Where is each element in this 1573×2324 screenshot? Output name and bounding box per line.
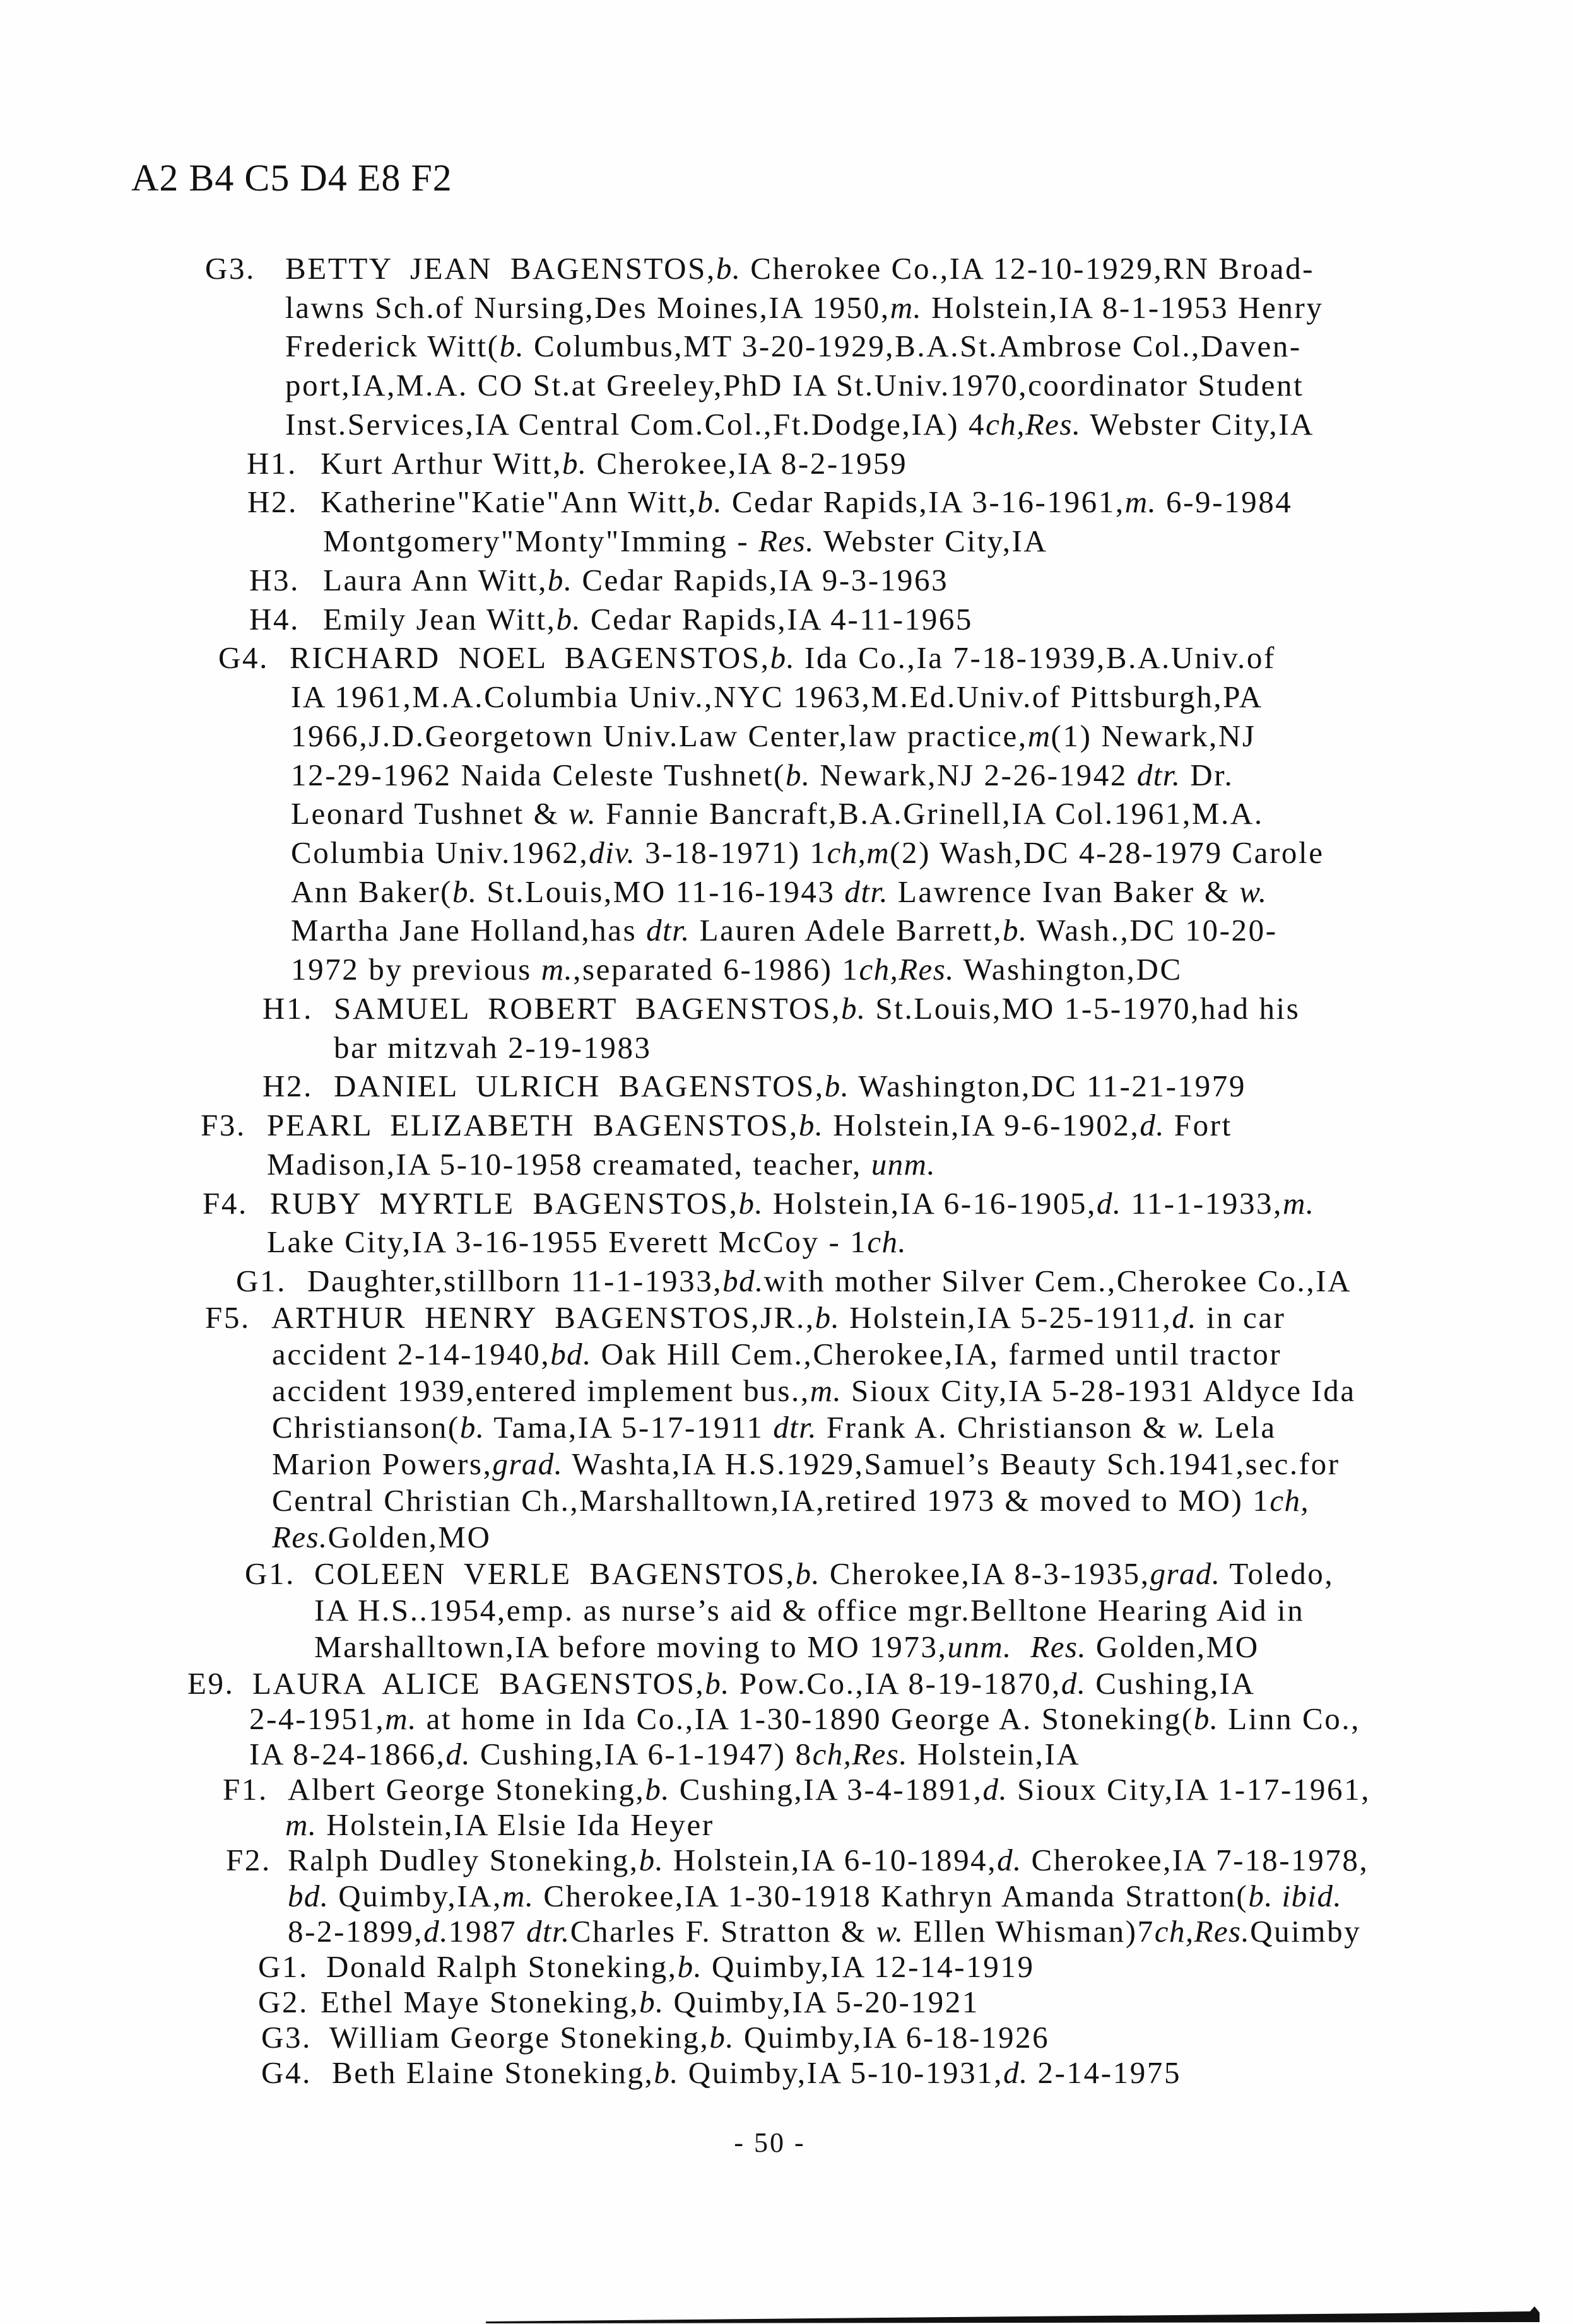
entry-text: 2-14-1975 — [1028, 2055, 1182, 2090]
entry-text: Golden,MO — [327, 1520, 492, 1554]
abbreviation-text: b. — [459, 1410, 485, 1445]
abbreviation-text: d. — [1172, 1300, 1197, 1335]
entry-text: Columbia Univ.1962, — [291, 835, 589, 870]
abbreviation-text: b. — [770, 640, 796, 676]
entry-text: in car — [1196, 1300, 1286, 1335]
abbreviation-text: ch. — [867, 1224, 907, 1260]
entry-text: ,separated 6-1986) 1 — [573, 952, 859, 987]
abbreviation-text: b. — [840, 990, 866, 1026]
abbreviation-text: d. — [445, 1737, 471, 1772]
entry-text: Sioux City,IA 1-17-1961, — [1008, 1772, 1371, 1807]
generation-label: G1. — [258, 1949, 309, 1984]
abbreviation-text: ch,Res. — [1154, 1913, 1251, 1949]
entry-text: Emily Jean Witt, — [323, 601, 557, 637]
entry-text: lawns Sch.of Nursing,Des Moines,IA 1950, — [285, 290, 890, 325]
entry-text: 2-4-1951, — [249, 1701, 386, 1737]
entry-text: Holstein,IA 5-25-1911, — [840, 1300, 1172, 1335]
entry-text: Cushing,IA 6-1-1947) 8 — [471, 1737, 813, 1772]
entry-text: St.Louis,MO 11-16-1943 — [477, 874, 845, 909]
abbreviation-text: bd. — [288, 1878, 329, 1913]
entry-text: Cedar Rapids,IA 9-3-1963 — [572, 562, 949, 597]
abbreviation-text: ch,Res. — [986, 406, 1081, 442]
generation-label: E9. — [187, 1666, 235, 1701]
entry-text: Daughter,stillborn 11-1-1933, — [307, 1264, 723, 1298]
abbreviation-text: d. — [1097, 1185, 1122, 1221]
abbreviation-text: b. — [547, 562, 573, 597]
entry-text: Holstein,IA — [907, 1737, 1081, 1772]
entry-text: Lawrence Ivan Baker & — [888, 874, 1240, 909]
abbreviation-text: unm. — [871, 1146, 936, 1182]
entry-text: Linn Co., — [1218, 1701, 1361, 1737]
entry-text: Lela — [1205, 1410, 1276, 1445]
abbreviation-text: b. — [499, 329, 525, 364]
entry-text: Dr. — [1181, 757, 1234, 792]
entry-text: (2) Wash,DC 4-28-1979 Carole — [890, 835, 1324, 870]
entry-text: 8-2-1899, — [288, 1913, 424, 1949]
generation-label: F1. — [223, 1772, 268, 1807]
entry-text: 1987 — [448, 1913, 527, 1949]
abbreviation-text: dtr. — [1136, 757, 1181, 792]
entry-text: COLEEN VERLE BAGENSTOS, — [314, 1556, 796, 1591]
entry-text: Martha Jane Holland,has — [291, 913, 647, 948]
entry-text: Marshalltown,IA before moving to MO 1973, — [314, 1629, 948, 1664]
entry-text: Quimby — [1250, 1913, 1362, 1949]
scan-edge-shadow — [486, 2306, 1540, 2323]
abbreviation-text: dtr. — [646, 913, 690, 948]
abbreviation-text: b. — [1193, 1701, 1219, 1737]
generation-label: G3. — [261, 2019, 312, 2055]
entry-text: Cedar Rapids,IA 3-16-1961, — [722, 484, 1125, 520]
generation-label: G4. — [218, 640, 269, 676]
entry-text: Holstein,IA 6-16-1905, — [763, 1185, 1097, 1221]
entry-text: Albert George Stoneking, — [288, 1772, 645, 1807]
entry-text: Cherokee,IA 1-30-1918 Kathryn Amanda Stratton( — [534, 1878, 1249, 1913]
entry-text: RICHARD NOEL BAGENSTOS, — [290, 640, 770, 676]
abbreviation-text: m. — [285, 1807, 317, 1843]
entry-text: Ralph Dudley Stoneking, — [288, 1843, 639, 1878]
abbreviation-text: bd. — [550, 1337, 592, 1371]
entry-text: Lauren Adele Barrett, — [690, 913, 1003, 948]
abbreviation-text: w. — [1239, 874, 1268, 909]
entry-text: Frederick Witt( — [285, 329, 500, 364]
entry-text: Holstein,IA 8-1-1953 Henry — [922, 290, 1324, 325]
generation-label: H2. — [262, 1069, 313, 1104]
abbreviation-text: d. — [982, 1772, 1008, 1807]
entry-text: Holstein,IA 9-6-1902, — [823, 1108, 1140, 1143]
entry-text: Holstein,IA 6-10-1894, — [664, 1843, 998, 1878]
generation-label: F5. — [205, 1300, 250, 1335]
entry-text: Frank A. Christianson & — [816, 1410, 1178, 1445]
entry-text: Washington,DC — [954, 952, 1182, 987]
entry-text: Cherokee,IA 8-2-1959 — [587, 445, 908, 481]
entry-text: Fort — [1164, 1108, 1232, 1143]
abbreviation-text: d. — [1003, 2055, 1028, 2090]
abbreviation-text: m. — [890, 290, 922, 325]
entry-text: 11-1-1933, — [1121, 1185, 1283, 1221]
abbreviation-text: m. — [1283, 1185, 1315, 1221]
entry-text: Oak Hill Cem.,Cherokee,IA, farmed until tractor — [591, 1337, 1282, 1371]
abbreviation-text: b. — [709, 2019, 734, 2055]
entry-text: accident 2-14-1940, — [272, 1337, 551, 1371]
entry-text: ARTHUR HENRY BAGENSTOS,JR., — [271, 1300, 815, 1335]
abbreviation-text: b. — [677, 1949, 703, 1984]
entry-text: Charles F. Stratton & — [570, 1913, 876, 1949]
abbreviation-text: w. — [876, 1913, 904, 1949]
entry-text: Quimby,IA 5-20-1921 — [664, 1984, 979, 2019]
abbreviation-text: b. — [738, 1185, 764, 1221]
generation-label: G4. — [261, 2055, 312, 2090]
abbreviation-text: ch,Res. — [812, 1737, 908, 1772]
abbreviation-text: b. — [705, 1666, 730, 1701]
entry-text: Ann Baker( — [291, 874, 452, 909]
abbreviation-text: Res. — [1030, 1629, 1087, 1664]
generation-label: H4. — [249, 601, 300, 637]
entry-text: IA 8-24-1866, — [249, 1737, 446, 1772]
entry-text: Cushing,IA 3-4-1891, — [669, 1772, 983, 1807]
generation-label: F4. — [203, 1185, 248, 1221]
abbreviation-text: dtr. — [844, 874, 889, 909]
entry-text: RUBY MYRTLE BAGENSTOS, — [270, 1185, 739, 1221]
abbreviation-text: m. — [541, 952, 574, 987]
entry-text: IA H.S..1954,emp. as nurse’s aid & office mgr.Belltone Hearing Aid in — [314, 1593, 1305, 1628]
entry-text: PEARL ELIZABETH BAGENSTOS, — [267, 1108, 799, 1143]
entry-text: Quimby,IA 12-14-1919 — [702, 1949, 1035, 1984]
entry-text: Leonard Tushnet & — [291, 796, 569, 831]
entry-text: Quimby,IA 6-18-1926 — [734, 2019, 1050, 2055]
generation-label: H1. — [262, 990, 313, 1026]
abbreviation-text: Res. — [272, 1520, 328, 1554]
abbreviation-text: grad. — [1150, 1556, 1221, 1591]
entry-text: Holstein,IA Elsie Ida Heyer — [317, 1807, 714, 1843]
generation-label: H3. — [249, 562, 300, 597]
entry-text: Inst.Services,IA Central Com.Col.,Ft.Dodge,IA) 4 — [285, 406, 986, 442]
entry-text: Toledo, — [1220, 1556, 1334, 1591]
abbreviation-text: d. — [423, 1913, 449, 1949]
generation-label: H2. — [247, 484, 298, 520]
abbreviation-text: b. — [798, 1108, 824, 1143]
generation-label: G3. — [205, 251, 256, 286]
entry-text: Ellen Whisman)7 — [904, 1913, 1155, 1949]
entry-text: Washington,DC 11-21-1979 — [849, 1069, 1246, 1104]
abbreviation-text: dtr. — [773, 1410, 817, 1445]
abbreviation-text: div. — [589, 835, 636, 870]
abbreviation-text: w. — [569, 796, 597, 831]
entry-text: Marion Powers, — [272, 1447, 493, 1481]
abbreviation-text: b. — [1003, 913, 1028, 948]
generation-label: F3. — [201, 1108, 246, 1143]
abbreviation-text: b. — [556, 601, 581, 637]
entry-text: BETTY JEAN BAGENSTOS, — [285, 251, 716, 286]
entry-text: Quimby,IA, — [329, 1878, 502, 1913]
abbreviation-text: b. — [824, 1069, 850, 1104]
entry-text: Quimby,IA 5-10-1931, — [678, 2055, 1004, 2090]
abbreviation-text: b. — [785, 757, 811, 792]
entry-text: William George Stoneking, — [329, 2019, 710, 2055]
generation-label: F2. — [226, 1843, 271, 1878]
entry-text: Fannie Bancraft,B.A.Grinell,IA Col.1961,M.A. — [596, 796, 1264, 831]
entry-text: Laura Ann Witt, — [323, 562, 548, 597]
entry-text: SAMUEL ROBERT BAGENSTOS, — [334, 990, 841, 1026]
entry-text: (1) Newark,NJ — [1051, 718, 1256, 753]
entry-text: 1966,J.D.Georgetown Univ.Law Center,law practice, — [291, 718, 1028, 753]
abbreviation-text: m — [1027, 718, 1051, 753]
entry-text: 6-9-1984 — [1157, 484, 1293, 520]
abbreviation-text: d. — [997, 1843, 1022, 1878]
abbreviation-text: b. — [815, 1300, 840, 1335]
entry-text: with mother Silver Cem.,Cherokee Co.,IA — [763, 1264, 1352, 1298]
entry-text: at home in Ida Co.,IA 1-30-1890 George A. Stoneking( — [416, 1701, 1194, 1737]
entry-text: Newark,NJ 2-26-1942 — [810, 757, 1137, 792]
entry-text: Christianson( — [272, 1410, 460, 1445]
lineage-header: A2 B4 C5 D4 E8 F2 — [131, 157, 452, 199]
entry-text: Sioux City,IA 5-28-1931 Aldyce Ida — [842, 1373, 1356, 1408]
entry-text: 12-29-1962 Naida Celeste Tushnet( — [291, 757, 786, 792]
entry-text: IA 1961,M.A.Columbia Univ.,NYC 1963,M.Ed.Univ.of Pittsburgh,PA — [291, 679, 1263, 715]
entry-text: Columbus,MT 3-20-1929,B.A.St.Ambrose Col.,Daven- — [524, 329, 1302, 364]
abbreviation-text: b. — [795, 1556, 821, 1591]
generation-label: G2. — [258, 1984, 309, 2019]
abbreviation-text: d. — [1140, 1108, 1165, 1143]
entry-text: Madison,IA 5-10-1958 creamated, teacher, — [267, 1146, 871, 1182]
entry-text: Lake City,IA 3-16-1955 Everett McCoy - 1 — [267, 1224, 868, 1260]
entry-text: accident 1939,entered implement bus., — [272, 1373, 810, 1408]
entry-text: bar mitzvah 2-19-1983 — [334, 1030, 652, 1065]
entry-text: LAURA ALICE BAGENSTOS, — [252, 1666, 705, 1701]
abbreviation-text: b. ibid. — [1248, 1878, 1342, 1913]
abbreviation-text: ch,m — [827, 835, 890, 870]
entry-text: St.Louis,MO 1-5-1970,had his — [866, 990, 1300, 1026]
abbreviation-text: ch, — [1270, 1483, 1310, 1518]
abbreviation-text: grad. — [492, 1447, 563, 1481]
entry-text: Central Christian Ch.,Marshalltown,IA,retired 1973 & moved to MO) 1 — [272, 1483, 1270, 1518]
abbreviation-text: m. — [810, 1373, 842, 1408]
abbreviation-text: b. — [697, 484, 722, 520]
entry-text: Washta,IA H.S.1929,Samuel’s Beauty Sch.1941,sec.for — [563, 1447, 1340, 1481]
entry-text: Donald Ralph Stoneking, — [326, 1949, 678, 1984]
generation-label: H1. — [247, 445, 297, 481]
entry-text: Tama,IA 5-17-1911 — [485, 1410, 774, 1445]
entry-text: Cherokee Co.,IA 12-10-1929,RN Broad- — [741, 251, 1315, 286]
abbreviation-text: b. — [645, 1772, 670, 1807]
abbreviation-text: dtr. — [526, 1913, 570, 1949]
entry-text: Ida Co.,Ia 7-18-1939,B.A.Univ.of — [795, 640, 1276, 676]
abbreviation-text: bd. — [722, 1264, 764, 1298]
abbreviation-text: b. — [452, 874, 478, 909]
abbreviation-text: w. — [1177, 1410, 1206, 1445]
entry-text: Wash.,DC 10-20- — [1027, 913, 1278, 948]
entry-text: Cedar Rapids,IA 4-11-1965 — [581, 601, 974, 637]
abbreviation-text: ch,Res. — [859, 952, 955, 987]
abbreviation-text: b. — [562, 445, 587, 481]
entry-text: Montgomery"Monty"Imming - — [323, 524, 759, 559]
entry-text: 1972 by previous — [291, 952, 541, 987]
entry-text: Kurt Arthur Witt, — [321, 445, 562, 481]
entry-text: Cushing,IA — [1086, 1666, 1256, 1701]
abbreviation-text: b. — [639, 1843, 664, 1878]
generation-label: G1. — [236, 1264, 286, 1298]
entry-text: 3-18-1971) 1 — [635, 835, 827, 870]
entry-text: Golden,MO — [1087, 1629, 1259, 1664]
abbreviation-text: b. — [639, 1984, 664, 2019]
abbreviation-text: b. — [654, 2055, 679, 2090]
entry-text: Cherokee,IA 8-3-1935, — [820, 1556, 1150, 1591]
entry-text: Beth Elaine Stoneking, — [332, 2055, 654, 2090]
entry-text: DANIEL ULRICH BAGENSTOS, — [334, 1069, 825, 1104]
entry-text: port,IA,M.A. CO St.at Greeley,PhD IA St.Univ.1970,coordinator Student — [285, 368, 1304, 403]
generation-label: G1. — [245, 1556, 295, 1591]
abbreviation-text: m. — [385, 1701, 417, 1737]
abbreviation-text: b. — [716, 251, 741, 286]
abbreviation-text: unm. — [947, 1629, 1012, 1664]
abbreviation-text: m. — [1124, 484, 1157, 520]
entry-text: Ethel Maye Stoneking, — [321, 1984, 640, 2019]
abbreviation-text: Res. — [758, 524, 815, 559]
entry-text: Cherokee,IA 7-18-1978, — [1022, 1843, 1369, 1878]
abbreviation-text: m. — [502, 1878, 534, 1913]
entry-text: Katherine"Katie"Ann Witt, — [321, 484, 698, 520]
abbreviation-text: d. — [1061, 1666, 1087, 1701]
entry-text: Webster City,IA — [814, 524, 1048, 559]
entry-text: Webster City,IA — [1081, 406, 1315, 442]
page-number: - 50 - — [734, 2127, 806, 2158]
entry-text: Pow.Co.,IA 8-19-1870, — [729, 1666, 1061, 1701]
